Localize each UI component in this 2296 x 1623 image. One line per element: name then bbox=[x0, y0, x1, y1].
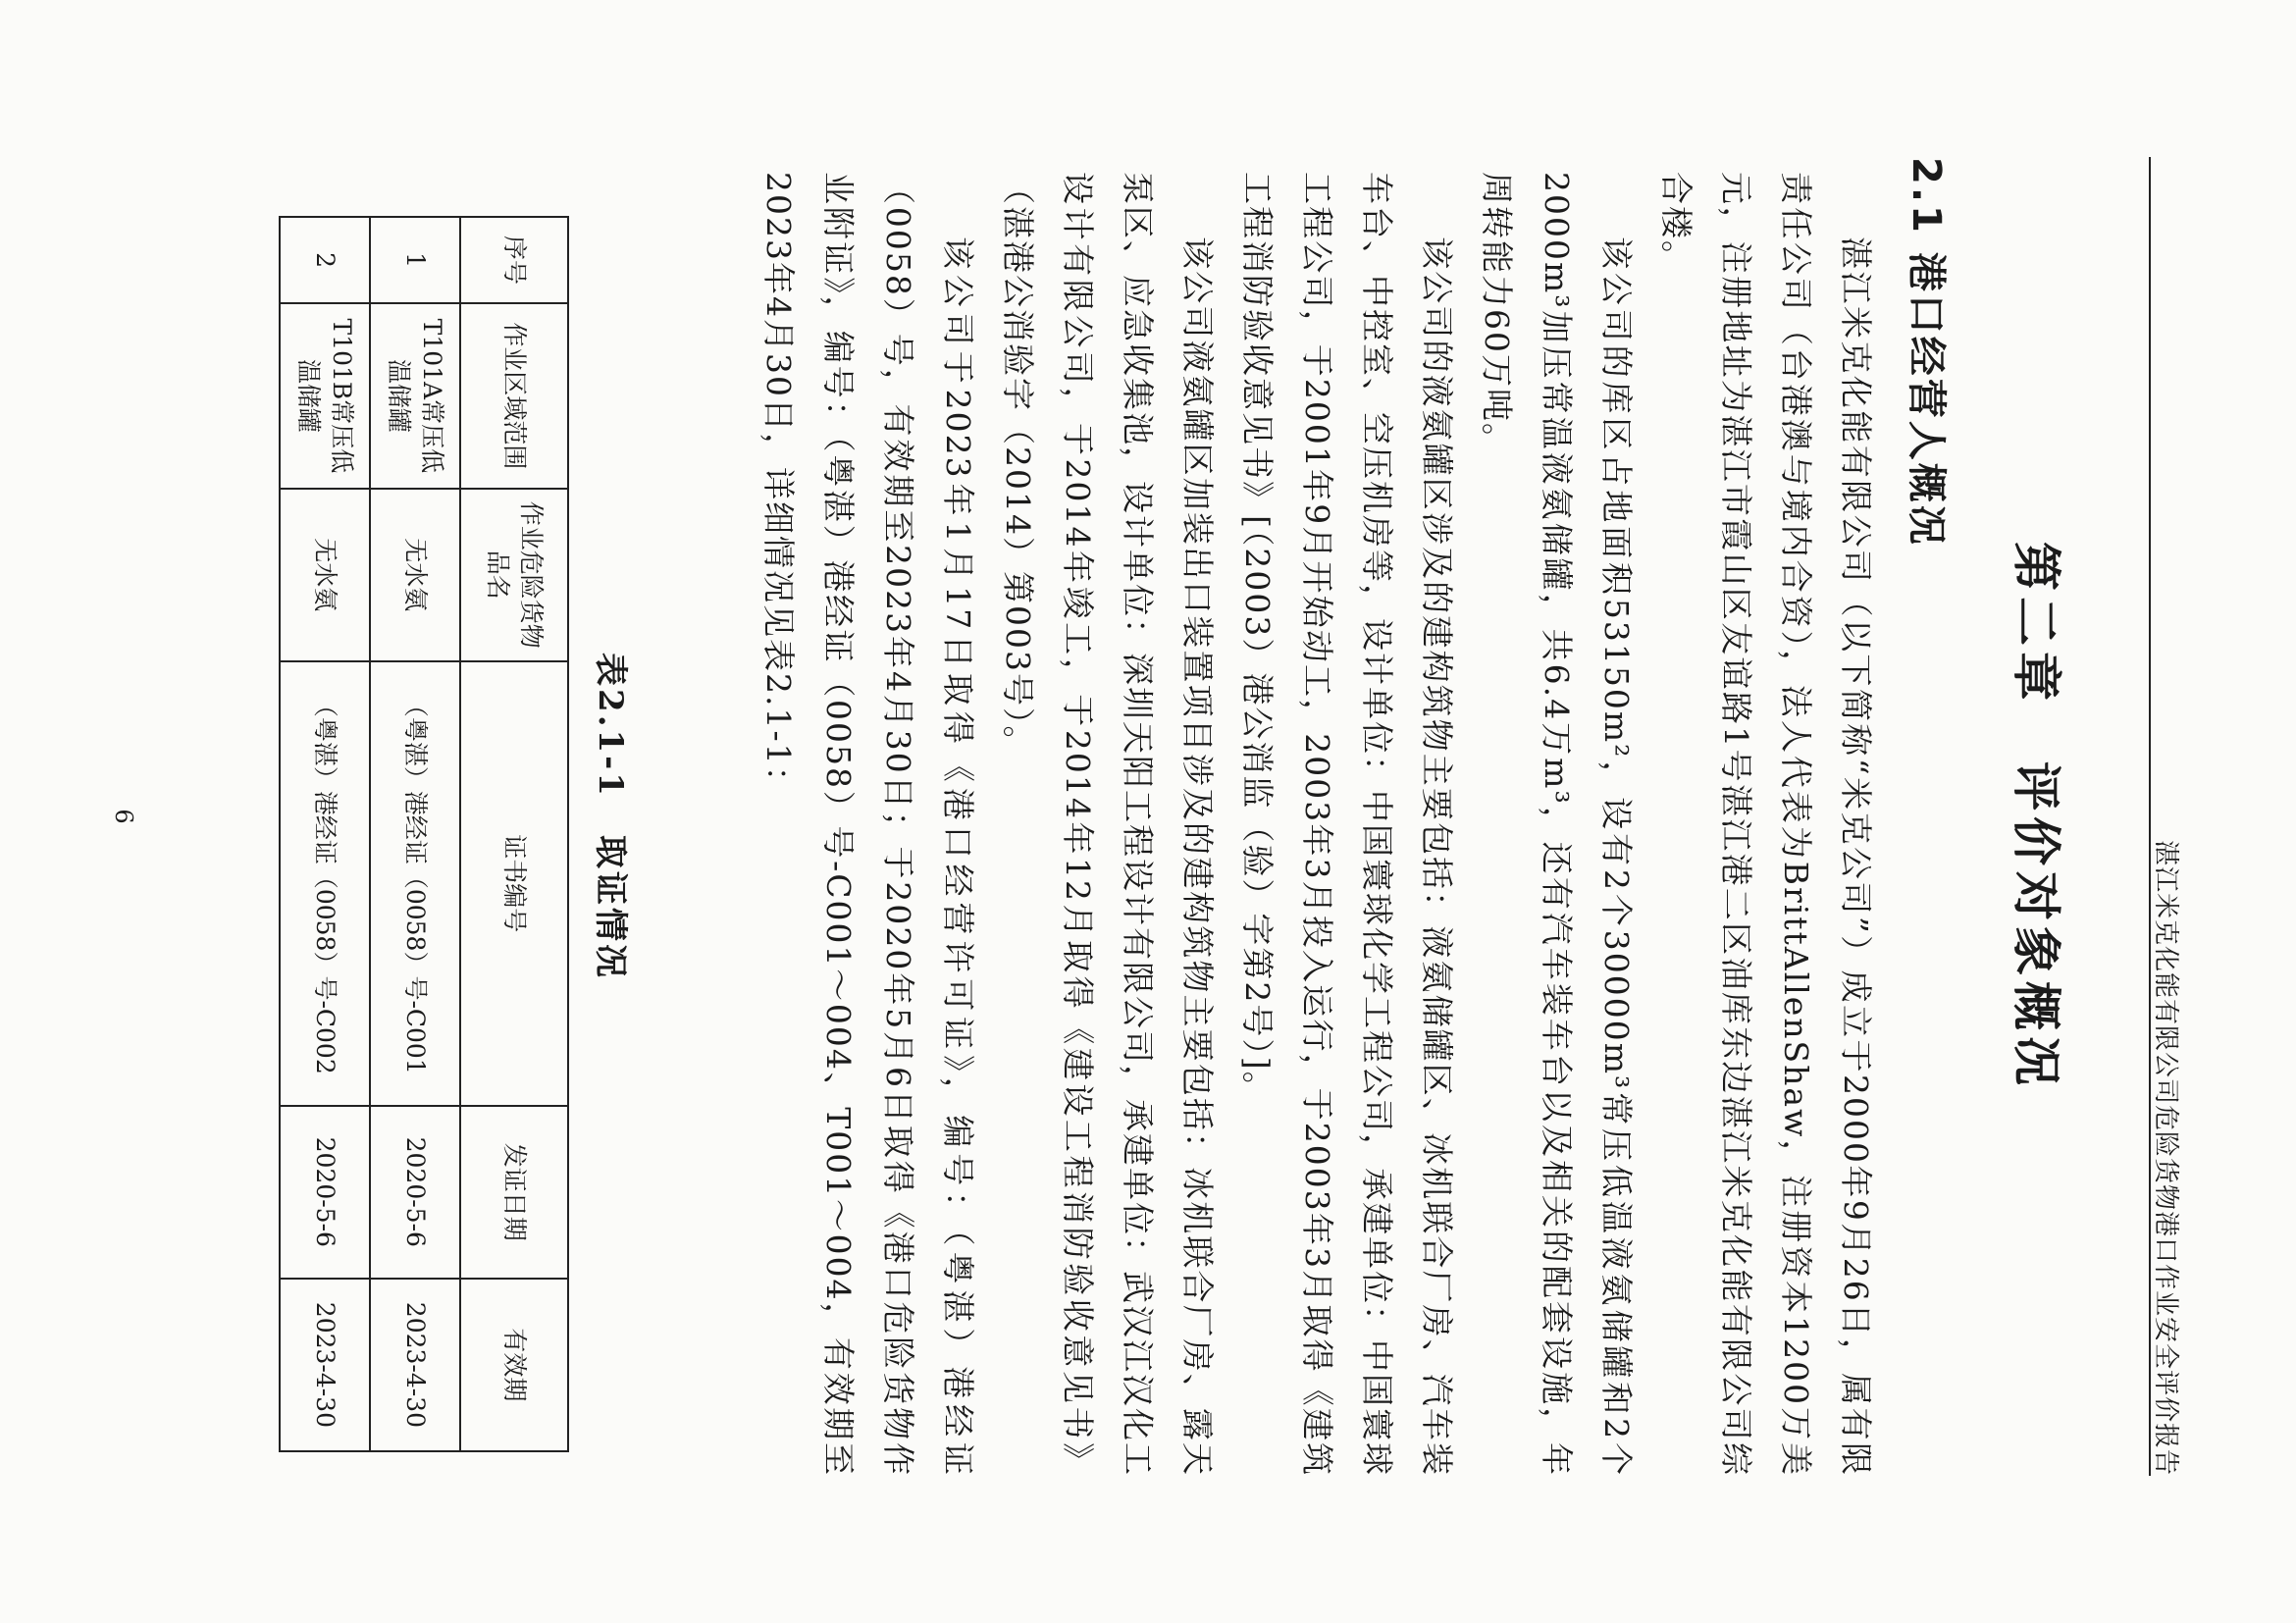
header-certificate-number: 证书编号 bbox=[460, 661, 568, 1106]
paragraph-export-device-project: 该公司液氨罐区加装出口装置项目涉及的建构筑物主要包括：冰机联合厂房、露天泵区、应急收集池，设计单位：深圳天阳工程设计有限公司，承建单位：武汉江汉化工设计有限公司，于2014年竣工，于2014年12月取得《建设工程消防验收意见书》（湛港公消验字（2014）第003号）。 bbox=[999, 172, 1217, 1477]
cell-valid-until: 2023-4-30 bbox=[370, 1279, 460, 1451]
header-index: 序号 bbox=[460, 217, 568, 303]
paragraph-ammonia-tank-area: 该公司的液氨罐区涉及的建构筑物主要包括：液氨储罐区、冰机联合厂房、汽车装车台、中控室、空压机房等，设计单位：中国寰球化学工程公司，承建单位：中国寰球工程公司，于2001年9月开始动工，2003年3月投入运行，于2003年3月取得《建筑工程消防验收意见书》[（2003）港公消监（验）字第2号）]。 bbox=[1238, 172, 1456, 1477]
cell-issue-date: 2020-5-6 bbox=[370, 1106, 460, 1279]
table-row bbox=[280, 217, 370, 1451]
header-issue-date: 发证日期 bbox=[460, 1106, 568, 1279]
header-work-area: 作业区域范围 bbox=[460, 303, 568, 489]
cell-cargo-name: 无水氨 bbox=[370, 489, 460, 661]
cell-valid-until: 2023-4-30 bbox=[280, 1279, 370, 1451]
table-caption: 表2.1-1 取证情况 bbox=[591, 653, 630, 980]
paragraph-storage-area: 该公司的库区占地面积53150m²，设有2个30000m³常压低温液氨储罐和2个2000m³加压常温液氨储罐，共6.4万m³，还有汽车装车台以及相关的配套设施，年周转能力60万吨。 bbox=[1478, 172, 1636, 1477]
section-title: 2.1 港口经营人概况 bbox=[1904, 157, 1949, 548]
cell-cargo-name: 无水氨 bbox=[280, 489, 370, 661]
cell-certificate-number: （粤湛）港经证（0058）号-C002 bbox=[280, 661, 370, 1106]
cell-work-area: T101B常压低温储罐 bbox=[280, 303, 370, 489]
running-header: 湛江米克化能有限公司危险货物港口作业安全评价报告 bbox=[2151, 839, 2180, 1476]
table-header-row bbox=[460, 217, 568, 1451]
cell-work-area: T101A常压低温储罐 bbox=[370, 303, 460, 489]
header-valid-until: 有效期 bbox=[460, 1279, 568, 1451]
cell-index: 2 bbox=[280, 217, 370, 303]
header-rule bbox=[2149, 157, 2151, 1476]
cell-index: 1 bbox=[370, 217, 460, 303]
paragraph-permits: 该公司于2023年1月17日取得《港口经营许可证》，编号：（粤湛）港经证（0058）号，有效期至2023年4月30日；于2020年5月6日取得《港口危险货物作业附证》，编号：（粤湛）港经证（0058）号-C001～004、T001～004，有效期至2023年4月30日，详细情况见表2.1-1： bbox=[759, 172, 977, 1477]
permit-table bbox=[279, 216, 569, 1452]
body-text bbox=[749, 172, 1886, 1477]
paragraph-company-info: 湛江米克化能有限公司（以下简称“米克公司”）成立于2000年9月26日，属有限责任公司（台港澳与境内合资），法人代表为BrittAllenShaw，注册资本1200万美元，注册地址为湛江市霞山区友谊路1号湛江港二区油库东边湛江米克化能有限公司综合楼。 bbox=[1657, 172, 1875, 1477]
page-number: 6 bbox=[110, 809, 137, 824]
cell-issue-date: 2020-5-6 bbox=[280, 1106, 370, 1279]
chapter-title: 第二章 评价对象概况 bbox=[2008, 542, 2064, 1091]
header-cargo-name: 作业危险货物品名 bbox=[460, 489, 568, 661]
table-row bbox=[370, 217, 460, 1451]
cell-certificate-number: （粤湛）港经证（0058）号-C001 bbox=[370, 661, 460, 1106]
